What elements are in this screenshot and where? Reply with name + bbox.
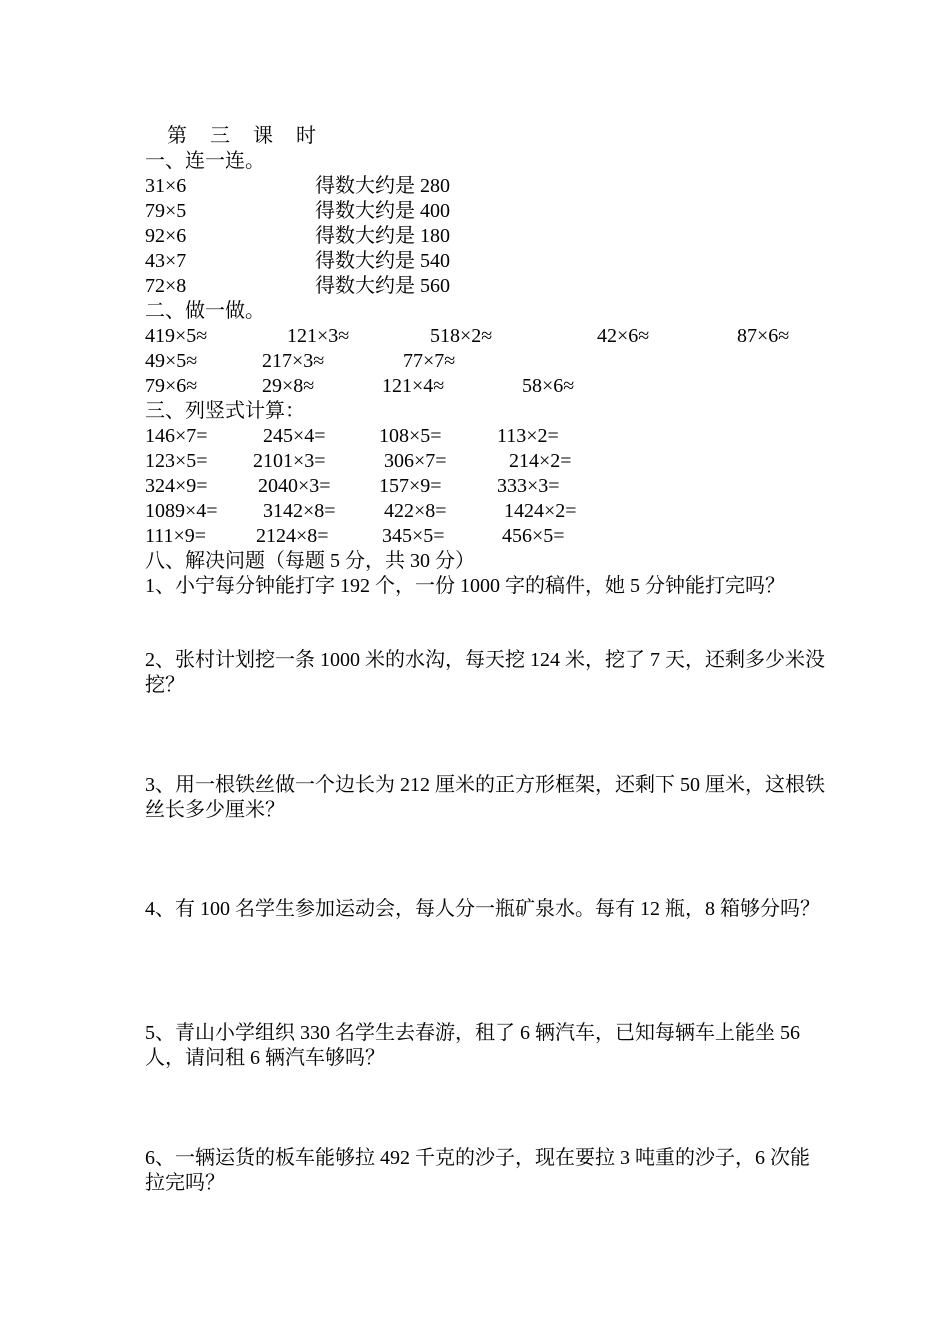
match-left-item: 72×8 bbox=[145, 275, 187, 297]
estimate-item: 121×4≈ bbox=[382, 375, 445, 397]
calc-item: 422×8= bbox=[384, 500, 447, 522]
word-problem-6: 6、一辆运货的板车能够拉 492 千克的沙子，现在要拉 3 吨重的沙子，6 次能拉完吗？ bbox=[145, 1147, 810, 1194]
estimate-item: 87×6≈ bbox=[737, 325, 790, 347]
estimate-item: 79×6≈ bbox=[145, 375, 198, 397]
calc-item: 324×9= bbox=[145, 475, 208, 497]
calc-item: 345×5= bbox=[382, 525, 445, 547]
estimate-item: 42×6≈ bbox=[597, 325, 650, 347]
word-problem-3: 3、用一根铁丝做一个边长为 212 厘米的正方形框架，还剩下 50 厘米，这根铁丝长多少厘米？ bbox=[145, 774, 825, 821]
section-2-heading: 二、做一做。 bbox=[145, 300, 265, 322]
calc-item: 333×3= bbox=[497, 475, 560, 497]
calc-item: 3142×8= bbox=[263, 500, 336, 522]
estimate-item: 77×7≈ bbox=[403, 350, 456, 372]
match-left-item: 43×7 bbox=[145, 250, 187, 272]
match-right-item: 得数大约是 180 bbox=[315, 225, 450, 247]
calc-item: 123×5= bbox=[145, 450, 208, 472]
match-left-item: 79×5 bbox=[145, 200, 187, 222]
estimate-item: 518×2≈ bbox=[430, 325, 493, 347]
calc-item: 1089×4= bbox=[145, 500, 218, 522]
calc-item: 306×7= bbox=[384, 450, 447, 472]
word-problem-1: 1、小宁每分钟能打字 192 个，一份 1000 字的稿件，她 5 分钟能打完吗？ bbox=[145, 575, 785, 597]
calc-item: 157×9= bbox=[379, 475, 442, 497]
word-problem-2: 2、张村计划挖一条 1000 米的水沟，每天挖 124 米，挖了 7 天，还剩多少米没挖？ bbox=[145, 649, 825, 696]
calc-item: 2101×3= bbox=[253, 450, 326, 472]
calc-item: 146×7= bbox=[145, 425, 208, 447]
calc-item: 214×2= bbox=[509, 450, 572, 472]
calc-item: 108×5= bbox=[379, 425, 442, 447]
calc-item: 245×4= bbox=[263, 425, 326, 447]
match-right-item: 得数大约是 400 bbox=[315, 200, 450, 222]
calc-item: 113×2= bbox=[497, 425, 559, 447]
page-title: 第 三 课 时 bbox=[167, 125, 325, 147]
word-problem-4: 4、有 100 名学生参加运动会，每人分一瓶矿泉水。每有 12 瓶，8 箱够分吗？ bbox=[145, 898, 820, 920]
match-left-item: 92×6 bbox=[145, 225, 187, 247]
match-right-item: 得数大约是 540 bbox=[315, 250, 450, 272]
match-right-item: 得数大约是 280 bbox=[315, 175, 450, 197]
section-8-heading: 八、解决问题（每题 5 分，共 30 分） bbox=[145, 550, 475, 572]
word-problem-5: 5、青山小学组织 330 名学生去春游，租了 6 辆汽车，已知每辆车上能坐 56 人，请问租 6 辆汽车够吗？ bbox=[145, 1022, 800, 1069]
calc-item: 2040×3= bbox=[258, 475, 331, 497]
section-3-heading: 三、列竖式计算： bbox=[145, 400, 305, 422]
calc-item: 456×5= bbox=[502, 525, 565, 547]
estimate-item: 419×5≈ bbox=[145, 325, 208, 347]
estimate-item: 217×3≈ bbox=[262, 350, 325, 372]
match-right-item: 得数大约是 560 bbox=[315, 275, 450, 297]
estimate-item: 49×5≈ bbox=[145, 350, 198, 372]
estimate-item: 58×6≈ bbox=[522, 375, 575, 397]
section-1-heading: 一、连一连。 bbox=[145, 150, 265, 172]
calc-item: 2124×8= bbox=[256, 525, 329, 547]
calc-item: 1424×2= bbox=[504, 500, 577, 522]
estimate-item: 121×3≈ bbox=[287, 325, 350, 347]
calc-item: 111×9= bbox=[145, 525, 207, 547]
estimate-item: 29×8≈ bbox=[262, 375, 315, 397]
match-left-item: 31×6 bbox=[145, 175, 187, 197]
